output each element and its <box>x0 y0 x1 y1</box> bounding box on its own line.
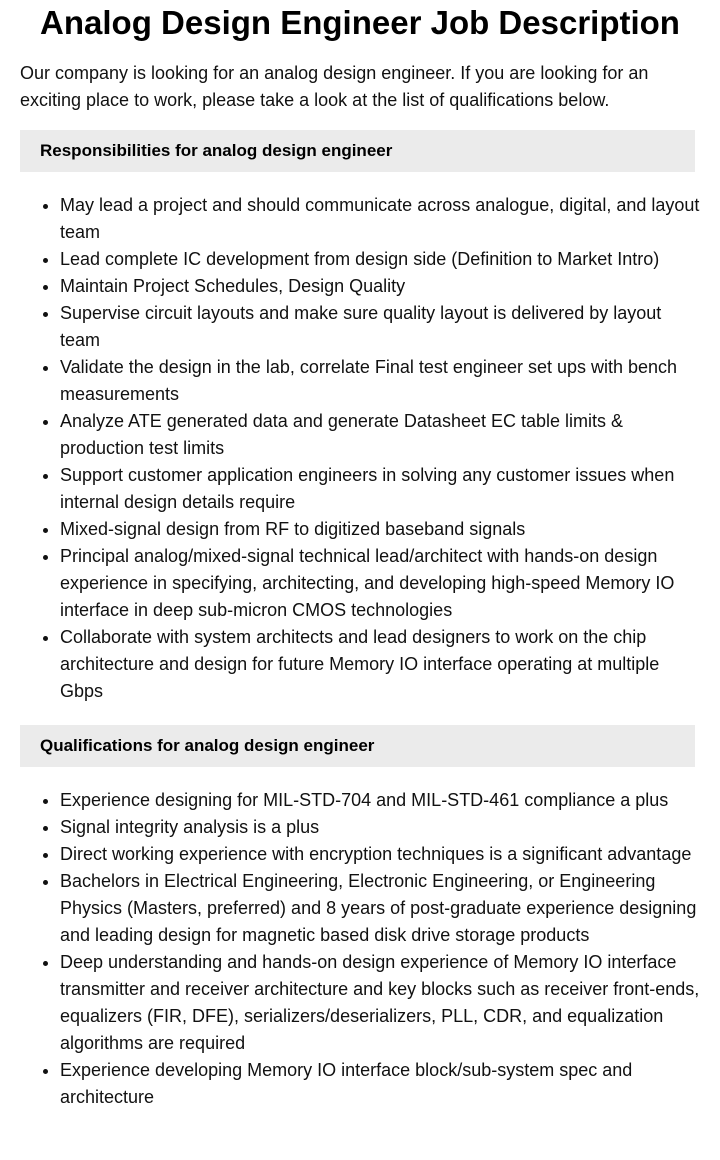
list-item: • Maintain Project Schedules, Design Quality <box>60 273 700 300</box>
list-item: • May lead a project and should communicate across analogue, digital, and layout team <box>60 192 700 246</box>
section-list <box>20 192 700 705</box>
list-item: • Supervise circuit layouts and make sure quality layout is delivered by layout team <box>60 300 700 354</box>
list-item: • Deep understanding and hands-on design experience of Memory IO interface transmitter and receiver architecture and key blocks such as receiver front-ends, equalizers (FIR, DFE), serializers/deserializers, PLL, CDR, and equalization algorithms are required <box>60 949 700 1057</box>
section-heading: Qualifications for analog design engineer <box>20 725 695 767</box>
section-heading: Responsibilities for analog design engineer <box>20 130 695 172</box>
list-item: • Analyze ATE generated data and generate Datasheet EC table limits & production test limits <box>60 408 700 462</box>
section-list <box>20 787 700 1111</box>
list-item: • Support customer application engineers in solving any customer issues when internal design details require <box>60 462 700 516</box>
list-item: • Lead complete IC development from design side (Definition to Market Intro) <box>60 246 700 273</box>
intro-text: Our company is looking for an analog design engineer. If you are looking for an exciting place to work, please take a look at the list of qualifications below. <box>20 63 649 110</box>
page-title: Analog Design Engineer Job Description <box>40 4 680 41</box>
list-item: • Experience developing Memory IO interface block/sub-system spec and architecture <box>60 1057 700 1111</box>
list-item: • Mixed-signal design from RF to digitized baseband signals <box>60 516 700 543</box>
list-item: • Experience designing for MIL-STD-704 and MIL-STD-461 compliance a plus <box>60 787 700 814</box>
list-item: • Bachelors in Electrical Engineering, Electronic Engineering, or Engineering Physics (Masters, preferred) and 8 years of post-graduate experience designing and leading design for magnetic based disk drive storage products <box>60 868 700 949</box>
list-item: • Direct working experience with encryption techniques is a significant advantage <box>60 841 700 868</box>
list-item: • Principal analog/mixed-signal technical lead/architect with hands-on design experience in specifying, architecting, and developing high-speed Memory IO interface in deep sub-micron CMOS technologies <box>60 543 700 624</box>
list-item: • Collaborate with system architects and lead designers to work on the chip architecture and design for future Memory IO interface operating at multiple Gbps <box>60 624 700 705</box>
list-item: • Signal integrity analysis is a plus <box>60 814 700 841</box>
list-item: • Validate the design in the lab, correlate Final test engineer set ups with bench measurements <box>60 354 700 408</box>
